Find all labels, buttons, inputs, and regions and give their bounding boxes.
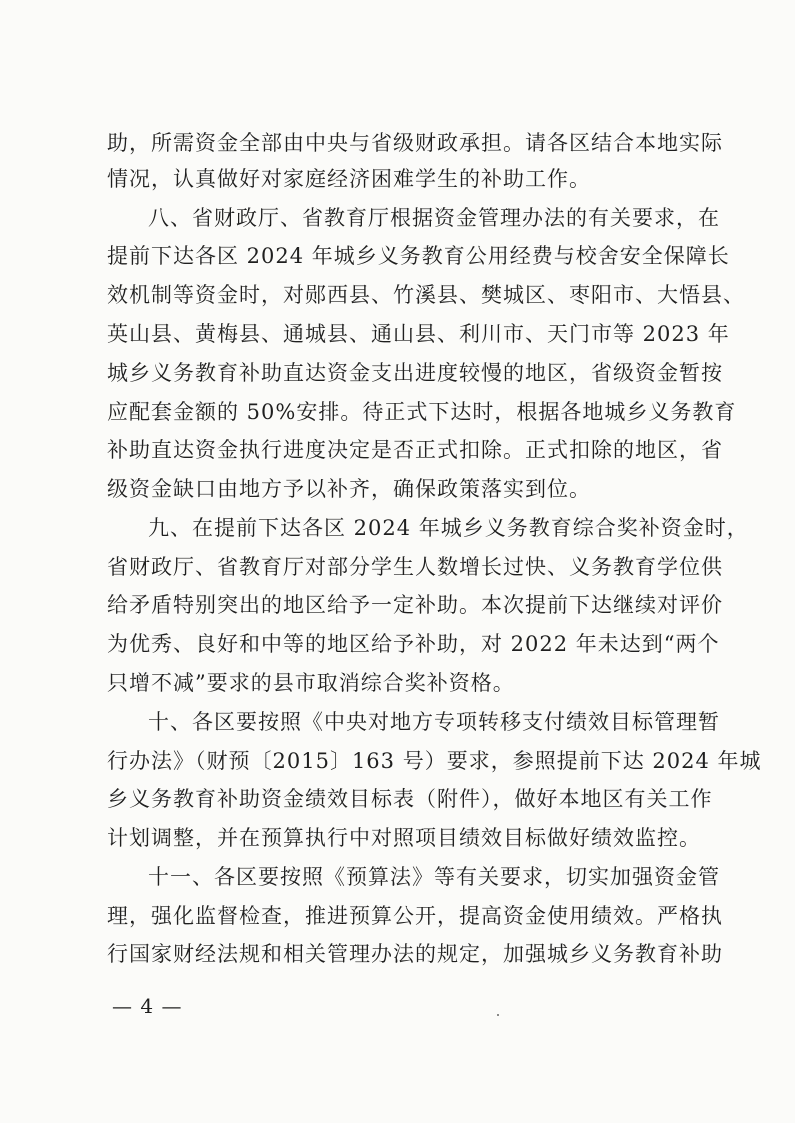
text-line: 英山县、黄梅县、通城县、通山县、利川市、天门市等 2023 年: [107, 322, 730, 346]
text-line: 理，强化监督检查，推进预算公开，提高资金使用绩效。严格执: [107, 904, 723, 928]
text-line: 情况，认真做好对家庭经济困难学生的补助工作。: [107, 167, 591, 191]
text-line: 九、在提前下达各区 2024 年城乡义务教育综合奖补资金时，: [148, 516, 749, 540]
text-line: 十一、各区要按照《预算法》等有关要求，切实加强资金管: [148, 865, 720, 889]
text-line: 计划调整，并在预算执行中对照项目绩效目标做好绩效监控。: [107, 826, 701, 850]
text-line: 只增不减”要求的县市取消综合奖补资格。: [107, 671, 515, 695]
text-line: 应配套金额的 50%安排。待正式下达时，根据各地城乡义务教育: [107, 400, 737, 424]
text-line: 给矛盾特别突出的地区给予一定补助。本次提前下达继续对评价: [107, 593, 723, 617]
page-number: — 4 —: [112, 994, 183, 1018]
text-line: 行国家财经法规和相关管理办法的规定，加强城乡义务教育补助: [107, 942, 723, 966]
text-line: 八、省财政厅、省教育厅根据资金管理办法的有关要求，在: [148, 206, 720, 230]
text-line: 乡义务教育补助资金绩效目标表（附件），做好本地区有关工作: [107, 787, 713, 811]
text-line: 为优秀、良好和中等的地区给予补助，对 2022 年未达到“两个: [107, 632, 720, 656]
text-line: 效机制等资金时，对郧西县、竹溪县、樊城区、枣阳市、大悟县、: [107, 283, 745, 307]
text-line: 助，所需资金全部由中央与省级财政承担。请各区结合本地实际: [107, 131, 723, 155]
text-line: 补助直达资金执行进度决定是否正式扣除。正式扣除的地区，省: [107, 438, 723, 462]
text-line: 省财政厅、省教育厅对部分学生人数增长过快、义务教育学位供: [107, 555, 723, 579]
text-line: 行办法》（财预〔2015〕163 号）要求，参照提前下达 2024 年城: [107, 749, 762, 773]
text-line: 十、各区要按照《中央对地方专项转移支付绩效目标管理暂: [148, 710, 720, 734]
text-line: 级资金缺口由地方予以补齐，确保政策落实到位。: [107, 477, 591, 501]
scan-speck: [497, 1014, 499, 1016]
text-line: 提前下达各区 2024 年城乡义务教育公用经费与校舍安全保障长: [107, 244, 730, 268]
text-line: 城乡义务教育补助直达资金支出进度较慢的地区，省级资金暂按: [107, 361, 723, 385]
